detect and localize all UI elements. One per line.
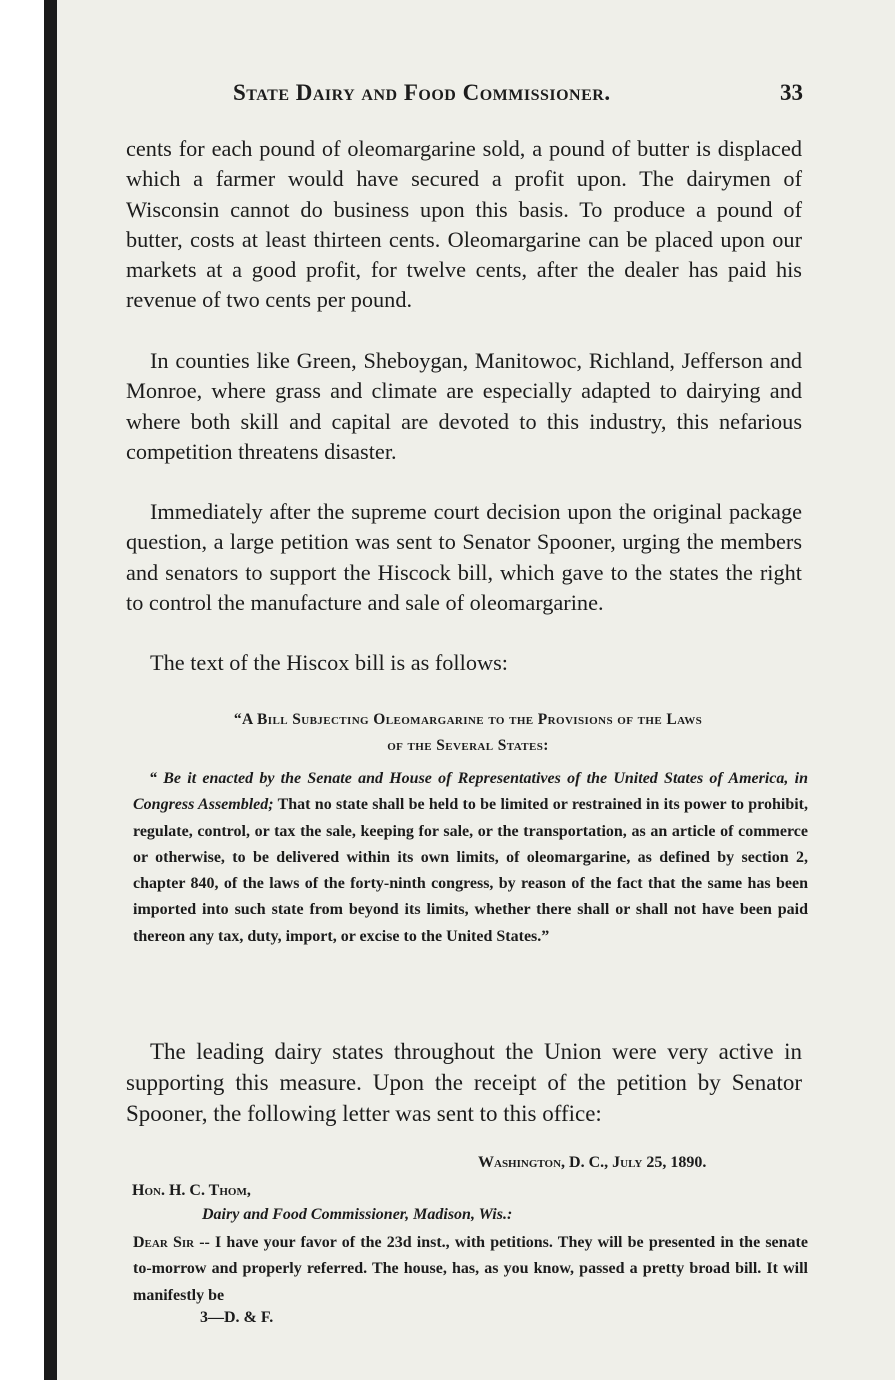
letter-address-line: Dairy and Food Commissioner, Madison, Wis.: [202,1206,513,1223]
paragraph-petition: Immediately after the supreme court decision upon the original package question, a large petition was sent to Senator Spooner, urging the members and senators to support the Hiscock bill, which gave to the states the right to control the manufacture and sale of oleomargarine. [126,499,802,615]
letter-body [133,1230,808,1309]
paragraph-oleomargarine-profit: cents for each pound of oleomargarine sold, a pound of butter is displaced which a farmer would have secured a profit upon. The dairymen of Wisconsin cannot do business upon this basis. To produce a pound of butter, costs at least thirteen cents. Oleomargarine can be placed upon our markets at a good profit, for twelve cents, after the dealer has paid his revenue of two cents per pound. [126,136,802,313]
bill-heading [130,707,806,759]
binding-edge [44,0,57,1380]
letter-salutation: Dear Sir [133,1234,195,1251]
paragraph-counties: In counties like Green, Sheboygan, Manitowoc, Richland, Jefferson and Monroe, where grass and climate are especially adapted to dairying and where both skill and capital are devoted to this industry, this nefarious competition threatens disaster. [126,348,802,464]
signature-mark: 3—D. & F. [200,1309,274,1326]
bill-heading-line-2: of the Several States: [387,737,549,754]
letter-addressee: Hon. H. C. Thom, [132,1182,251,1199]
bill-heading-line-1: “A Bill Subjecting Oleomargarine to the Provisions of the Laws [233,711,703,728]
letter-body-text: -- I have your favor of the 23d inst., with petitions. They will be presented in the senate to-morrow and properly referred. The house, has, as you know, passed a pretty broad bill. It will manifestly be [133,1234,808,1304]
letter-date: Washington, D. C., July 25, 1890. [478,1154,707,1171]
bill-enacting-clause: “ Be it enacted by the Senate and House of Representatives of the United States of America, in Congress Assembled; [133,770,808,814]
page-margin-left [0,0,44,1380]
bill-body: That no state shall be held to be limited or restrained in its power to prohibit, regulate, control, or tax the sale, keeping for sale, or the transportation, as an article of commerce or otherwise, to be delivered within its own limits, of oleomargarine, as defined by section 2, chapter 840, of the laws of the forty-ninth congress, by reason of the fact that the same has been imported into such state from beyond its limits, whether there shall or shall not have been paid thereon any tax, duty, import, or excise to the United States.” [133,796,808,945]
running-header [233,80,803,112]
bill-text [133,766,808,950]
page-number: 33 [780,80,803,105]
paragraph-bill-intro: The text of the Hiscox bill is as follows: [150,650,508,675]
paragraph-leading-states: The leading dairy states throughout the Union were very active in supporting this measure. Upon the receipt of the petition by Senator Spooner, the following letter was sent to this office: [126,1039,802,1126]
header-title: State Dairy and Food Commissioner. [233,80,611,105]
